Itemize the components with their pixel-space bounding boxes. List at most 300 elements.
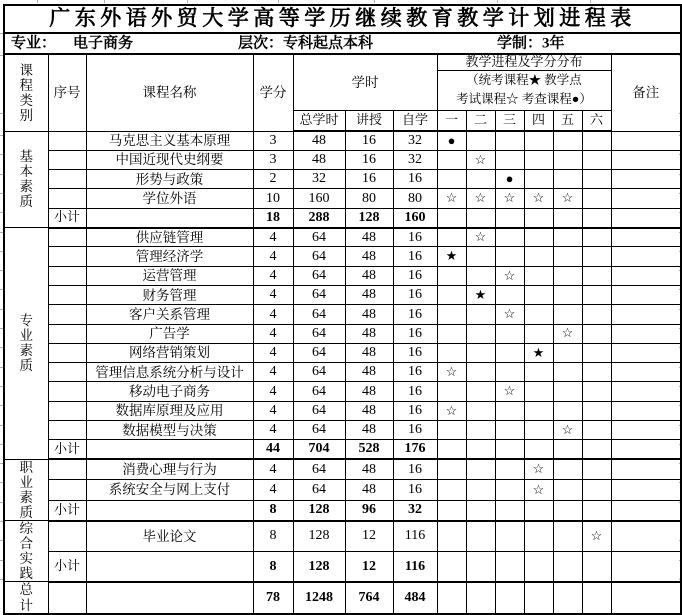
seq-cell bbox=[48, 382, 86, 401]
total-hours-cell: 32 bbox=[293, 170, 345, 189]
title-row bbox=[4, 5, 681, 33]
credits-cell: 4 bbox=[253, 228, 293, 247]
sem-1-cell bbox=[437, 150, 466, 169]
sem-1-cell bbox=[437, 382, 466, 401]
course-row bbox=[4, 266, 681, 285]
credits-cell: 4 bbox=[253, 324, 293, 343]
self-study-cell: 484 bbox=[393, 582, 437, 614]
self-study-cell: 16 bbox=[393, 421, 437, 440]
header-remarks: 备注 bbox=[611, 54, 681, 131]
sem-6-cell bbox=[582, 324, 611, 343]
header-total-hours: 总学时 bbox=[293, 110, 345, 131]
sem-1-cell bbox=[437, 305, 466, 324]
credits-cell: 3 bbox=[253, 150, 293, 169]
sem-2-cell bbox=[466, 421, 495, 440]
sem-2-cell: ☆ bbox=[466, 189, 495, 208]
header-row-1 bbox=[4, 54, 681, 70]
seq-cell bbox=[48, 324, 86, 343]
sem-6-cell bbox=[582, 363, 611, 382]
sem-3-cell bbox=[495, 324, 524, 343]
sem-6-cell bbox=[582, 189, 611, 208]
self-study-cell: 16 bbox=[393, 363, 437, 382]
lecture-cell: 48 bbox=[345, 285, 393, 304]
credits-cell: 8 bbox=[253, 521, 293, 552]
lecture-cell: 48 bbox=[345, 324, 393, 343]
self-study-cell: 16 bbox=[393, 285, 437, 304]
course-name: 管理信息系统分析与设计 bbox=[86, 363, 253, 382]
self-study-cell: 16 bbox=[393, 459, 437, 479]
total-hours-cell: 64 bbox=[293, 343, 345, 362]
sem-3-cell: ☆ bbox=[495, 382, 524, 401]
total-hours-cell: 128 bbox=[293, 500, 345, 521]
sem-2-cell: ☆ bbox=[466, 150, 495, 169]
course-name bbox=[86, 582, 253, 614]
category-cell: 基本素质 bbox=[4, 131, 48, 227]
total-hours-cell: 128 bbox=[293, 551, 345, 582]
course-row bbox=[4, 305, 681, 324]
sem-4-cell bbox=[524, 500, 553, 521]
sem-3-cell bbox=[495, 208, 524, 227]
gridline-tick bbox=[497, 0, 498, 3]
course-name: 数据模型与决策 bbox=[86, 421, 253, 440]
sem-3-cell bbox=[495, 459, 524, 479]
sem-5-cell bbox=[553, 382, 582, 401]
sem-2-cell bbox=[466, 305, 495, 324]
sem-4-cell bbox=[524, 324, 553, 343]
category-cell: 专业素质 bbox=[4, 228, 48, 460]
gridline-tick bbox=[37, 0, 38, 3]
sem-3-cell bbox=[495, 363, 524, 382]
sem-1-cell: ★ bbox=[437, 247, 466, 266]
level-field bbox=[238, 35, 373, 52]
course-name: 系统安全与网上支付 bbox=[86, 480, 253, 500]
remarks-cell bbox=[611, 324, 681, 343]
sem-3-cell: ● bbox=[495, 170, 524, 189]
lecture-cell: 80 bbox=[345, 189, 393, 208]
sem-5-cell bbox=[553, 440, 582, 459]
sem-4-cell: ☆ bbox=[524, 459, 553, 479]
lecture-cell: 96 bbox=[345, 500, 393, 521]
sem-4-cell bbox=[524, 208, 553, 227]
credits-cell: 4 bbox=[253, 480, 293, 500]
sem-4-cell bbox=[524, 401, 553, 420]
course-row bbox=[4, 170, 681, 189]
seq-cell bbox=[48, 363, 86, 382]
course-row bbox=[4, 363, 681, 382]
credits-cell: 2 bbox=[253, 170, 293, 189]
sem-2-cell bbox=[466, 551, 495, 582]
self-study-cell: 32 bbox=[393, 150, 437, 169]
course-row bbox=[4, 343, 681, 362]
sem-1-cell bbox=[437, 266, 466, 285]
sem-1-cell bbox=[437, 459, 466, 479]
remarks-cell bbox=[611, 500, 681, 521]
self-study-cell: 32 bbox=[393, 500, 437, 521]
sem-3-cell bbox=[495, 500, 524, 521]
lecture-cell: 48 bbox=[345, 228, 393, 247]
gridline-tick bbox=[278, 0, 279, 3]
subtotal-row bbox=[4, 440, 681, 459]
seq-cell bbox=[48, 247, 86, 266]
sem-1-cell bbox=[437, 208, 466, 227]
seq-cell bbox=[48, 131, 86, 150]
sem-4-cell bbox=[524, 170, 553, 189]
self-study-cell: 16 bbox=[393, 305, 437, 324]
sem-6-cell bbox=[582, 305, 611, 324]
self-study-cell: 160 bbox=[393, 208, 437, 227]
subtotal-row bbox=[4, 208, 681, 227]
subtotal-row bbox=[4, 500, 681, 521]
info-row bbox=[4, 33, 681, 54]
credits-cell: 4 bbox=[253, 421, 293, 440]
sem-3-cell: ☆ bbox=[495, 305, 524, 324]
sem-6-cell bbox=[582, 150, 611, 169]
course-name bbox=[86, 440, 253, 459]
course-row bbox=[4, 401, 681, 420]
sem-4-cell bbox=[524, 266, 553, 285]
sem-3-cell bbox=[495, 343, 524, 362]
remarks-cell bbox=[611, 440, 681, 459]
remarks-cell bbox=[611, 401, 681, 420]
course-name: 客户关系管理 bbox=[86, 305, 253, 324]
course-row bbox=[4, 421, 681, 440]
lecture-cell: 16 bbox=[345, 170, 393, 189]
sem-2-cell bbox=[466, 500, 495, 521]
lecture-cell: 48 bbox=[345, 247, 393, 266]
sem-1-cell: ☆ bbox=[437, 401, 466, 420]
credits-cell: 8 bbox=[253, 551, 293, 582]
credits-cell: 4 bbox=[253, 343, 293, 362]
sem-6-cell bbox=[582, 440, 611, 459]
sem-3-cell bbox=[495, 582, 524, 614]
remarks-cell bbox=[611, 266, 681, 285]
sem-5-cell bbox=[553, 131, 582, 150]
remarks-cell bbox=[611, 189, 681, 208]
credits-cell: 4 bbox=[253, 382, 293, 401]
header-semester-3: 三 bbox=[495, 110, 524, 131]
course-row bbox=[4, 459, 681, 479]
lecture-cell: 12 bbox=[345, 551, 393, 582]
course-name: 网络营销策划 bbox=[86, 343, 253, 362]
header-lecture: 讲授 bbox=[345, 110, 393, 131]
self-study-cell: 16 bbox=[393, 382, 437, 401]
sem-4-cell bbox=[524, 305, 553, 324]
seq-cell bbox=[48, 582, 86, 614]
remarks-cell bbox=[611, 582, 681, 614]
total-hours-cell: 64 bbox=[293, 421, 345, 440]
sem-4-cell: ☆ bbox=[524, 189, 553, 208]
seq-cell bbox=[48, 480, 86, 500]
lecture-cell: 528 bbox=[345, 440, 393, 459]
teaching-plan-table bbox=[3, 4, 682, 615]
header-seq: 序号 bbox=[48, 54, 86, 131]
course-row bbox=[4, 480, 681, 500]
sem-5-cell bbox=[553, 582, 582, 614]
course-name: 广告学 bbox=[86, 324, 253, 343]
sem-2-cell bbox=[466, 480, 495, 500]
credits-cell: 4 bbox=[253, 459, 293, 479]
sem-3-cell bbox=[495, 480, 524, 500]
header-semester-6: 六 bbox=[582, 110, 611, 131]
sem-3-cell bbox=[495, 228, 524, 247]
sem-4-cell bbox=[524, 247, 553, 266]
lecture-cell: 48 bbox=[345, 343, 393, 362]
gridline-tick bbox=[374, 0, 375, 3]
total-hours-cell: 64 bbox=[293, 247, 345, 266]
duration-label: 学制： bbox=[497, 35, 543, 52]
remarks-cell bbox=[611, 363, 681, 382]
teaching-plan-sheet bbox=[3, 4, 682, 615]
subtotal-label: 小计 bbox=[48, 551, 86, 582]
total-hours-cell: 64 bbox=[293, 480, 345, 500]
seq-cell bbox=[48, 401, 86, 420]
sem-4-cell: ★ bbox=[524, 343, 553, 362]
sem-5-cell bbox=[553, 480, 582, 500]
sem-5-cell bbox=[553, 551, 582, 582]
credits-cell: 3 bbox=[253, 131, 293, 150]
course-name: 运营管理 bbox=[86, 266, 253, 285]
sem-1-cell bbox=[437, 285, 466, 304]
lecture-cell: 48 bbox=[345, 421, 393, 440]
level-label: 层次： bbox=[238, 35, 284, 52]
course-name: 移动电子商务 bbox=[86, 382, 253, 401]
sem-2-cell bbox=[466, 582, 495, 614]
sem-5-cell bbox=[553, 150, 582, 169]
course-name: 财务管理 bbox=[86, 285, 253, 304]
sem-2-cell bbox=[466, 131, 495, 150]
seq-cell bbox=[48, 459, 86, 479]
sem-1-cell bbox=[437, 551, 466, 582]
credits-cell: 78 bbox=[253, 582, 293, 614]
seq-cell bbox=[48, 228, 86, 247]
credits-cell: 4 bbox=[253, 401, 293, 420]
sem-6-cell bbox=[582, 247, 611, 266]
seq-cell bbox=[48, 521, 86, 552]
sem-2-cell bbox=[466, 343, 495, 362]
sem-2-cell bbox=[466, 266, 495, 285]
lecture-cell: 48 bbox=[345, 363, 393, 382]
sem-6-cell bbox=[582, 170, 611, 189]
sem-1-cell bbox=[437, 480, 466, 500]
duration-value: 3年 bbox=[542, 35, 565, 52]
total-hours-cell: 64 bbox=[293, 266, 345, 285]
total-hours-cell: 64 bbox=[293, 324, 345, 343]
sem-6-cell bbox=[582, 228, 611, 247]
sem-6-cell: ☆ bbox=[582, 521, 611, 552]
self-study-cell: 16 bbox=[393, 228, 437, 247]
sem-2-cell bbox=[466, 521, 495, 552]
credits-cell: 4 bbox=[253, 363, 293, 382]
sem-5-cell bbox=[553, 208, 582, 227]
credits-cell: 10 bbox=[253, 189, 293, 208]
course-row bbox=[4, 324, 681, 343]
sem-6-cell bbox=[582, 285, 611, 304]
credits-cell: 4 bbox=[253, 266, 293, 285]
sem-6-cell bbox=[582, 500, 611, 521]
sem-4-cell bbox=[524, 382, 553, 401]
sem-1-cell bbox=[437, 521, 466, 552]
lecture-cell: 48 bbox=[345, 305, 393, 324]
self-study-cell: 16 bbox=[393, 266, 437, 285]
duration-field bbox=[497, 35, 565, 52]
self-study-cell: 176 bbox=[393, 440, 437, 459]
sem-3-cell bbox=[495, 131, 524, 150]
sem-3-cell bbox=[495, 440, 524, 459]
level-value: 专科起点本科 bbox=[283, 35, 374, 52]
course-name: 供应链管理 bbox=[86, 228, 253, 247]
subtotal-label: 小计 bbox=[48, 440, 86, 459]
sem-6-cell bbox=[582, 208, 611, 227]
sem-4-cell bbox=[524, 440, 553, 459]
legend-line-2: 考试课程☆ 考查课程●） bbox=[456, 92, 592, 107]
sem-5-cell: ☆ bbox=[553, 324, 582, 343]
remarks-cell bbox=[611, 305, 681, 324]
sem-2-cell bbox=[466, 247, 495, 266]
sem-6-cell bbox=[582, 421, 611, 440]
gridline-tick bbox=[104, 0, 105, 3]
header-course-name: 课程名称 bbox=[86, 54, 253, 131]
course-name: 中国近现代史纲要 bbox=[86, 150, 253, 169]
page-title: 广东外语外贸大学高等学历继续教育教学计划进程表 bbox=[4, 5, 681, 33]
self-study-cell: 16 bbox=[393, 343, 437, 362]
course-name: 马克思主义基本原理 bbox=[86, 131, 253, 150]
course-row bbox=[4, 521, 681, 552]
sem-4-cell bbox=[524, 285, 553, 304]
self-study-cell: 16 bbox=[393, 324, 437, 343]
header-semester-1: 一 bbox=[437, 110, 466, 131]
sem-5-cell bbox=[553, 305, 582, 324]
sem-2-cell bbox=[466, 401, 495, 420]
course-name bbox=[86, 208, 253, 227]
seq-cell bbox=[48, 421, 86, 440]
sem-4-cell bbox=[524, 521, 553, 552]
self-study-cell: 116 bbox=[393, 521, 437, 552]
sem-5-cell: ☆ bbox=[553, 421, 582, 440]
sem-5-cell bbox=[553, 363, 582, 382]
credits-cell: 18 bbox=[253, 208, 293, 227]
total-hours-cell: 64 bbox=[293, 382, 345, 401]
course-name: 毕业论文 bbox=[86, 521, 253, 552]
header-semester-4: 四 bbox=[524, 110, 553, 131]
sem-5-cell bbox=[553, 247, 582, 266]
sem-2-cell bbox=[466, 208, 495, 227]
sem-1-cell: ● bbox=[437, 131, 466, 150]
lecture-cell: 48 bbox=[345, 459, 393, 479]
remarks-cell bbox=[611, 131, 681, 150]
header-credits: 学分 bbox=[253, 54, 293, 131]
sem-1-cell bbox=[437, 170, 466, 189]
sem-3-cell bbox=[495, 551, 524, 582]
sem-1-cell bbox=[437, 343, 466, 362]
seq-cell bbox=[48, 305, 86, 324]
sem-3-cell bbox=[495, 521, 524, 552]
sem-6-cell bbox=[582, 131, 611, 150]
total-hours-cell: 64 bbox=[293, 305, 345, 324]
sem-6-cell bbox=[582, 382, 611, 401]
lecture-cell: 12 bbox=[345, 521, 393, 552]
total-hours-cell: 1248 bbox=[293, 582, 345, 614]
seq-cell bbox=[48, 285, 86, 304]
sem-6-cell bbox=[582, 266, 611, 285]
remarks-cell bbox=[611, 208, 681, 227]
seq-cell bbox=[48, 343, 86, 362]
credits-cell: 4 bbox=[253, 247, 293, 266]
remarks-cell bbox=[611, 551, 681, 582]
remarks-cell bbox=[611, 170, 681, 189]
subtotal-row bbox=[4, 551, 681, 582]
course-row bbox=[4, 382, 681, 401]
sem-4-cell bbox=[524, 421, 553, 440]
course-name: 管理经济学 bbox=[86, 247, 253, 266]
credits-cell: 4 bbox=[253, 305, 293, 324]
course-row bbox=[4, 247, 681, 266]
remarks-cell bbox=[611, 285, 681, 304]
course-name: 学位外语 bbox=[86, 189, 253, 208]
sem-5-cell bbox=[553, 266, 582, 285]
sem-5-cell bbox=[553, 459, 582, 479]
seq-cell bbox=[48, 189, 86, 208]
lecture-cell: 16 bbox=[345, 150, 393, 169]
course-row bbox=[4, 150, 681, 169]
total-hours-cell: 704 bbox=[293, 440, 345, 459]
major-value: 电子商务 bbox=[73, 35, 134, 52]
sem-3-cell bbox=[495, 401, 524, 420]
sem-4-cell bbox=[524, 228, 553, 247]
header-self-study: 自学 bbox=[393, 110, 437, 131]
remarks-cell bbox=[611, 228, 681, 247]
course-row bbox=[4, 131, 681, 150]
sem-2-cell bbox=[466, 382, 495, 401]
major-label: 专业： bbox=[11, 35, 57, 52]
lecture-cell: 48 bbox=[345, 480, 393, 500]
course-name: 形势与政策 bbox=[86, 170, 253, 189]
major-field bbox=[11, 35, 133, 52]
legend-line-1: （统考课程★ 教学点 bbox=[466, 73, 582, 88]
sem-6-cell bbox=[582, 551, 611, 582]
total-hours-cell: 64 bbox=[293, 401, 345, 420]
total-hours-cell: 64 bbox=[293, 228, 345, 247]
sem-6-cell bbox=[582, 459, 611, 479]
sem-1-cell bbox=[437, 440, 466, 459]
total-row bbox=[4, 582, 681, 614]
total-hours-cell: 64 bbox=[293, 285, 345, 304]
lecture-cell: 48 bbox=[345, 266, 393, 285]
sem-3-cell: ☆ bbox=[495, 266, 524, 285]
course-name bbox=[86, 500, 253, 521]
sem-5-cell bbox=[553, 401, 582, 420]
course-row bbox=[4, 285, 681, 304]
category-cell: 职业素质 bbox=[4, 459, 48, 520]
total-hours-cell: 64 bbox=[293, 363, 345, 382]
header-semester-5: 五 bbox=[553, 110, 582, 131]
header-semester-2: 二 bbox=[466, 110, 495, 131]
sem-4-cell: ☆ bbox=[524, 480, 553, 500]
total-hours-cell: 160 bbox=[293, 189, 345, 208]
total-hours-cell: 128 bbox=[293, 521, 345, 552]
sem-3-cell: ☆ bbox=[495, 189, 524, 208]
sem-4-cell bbox=[524, 582, 553, 614]
sem-2-cell bbox=[466, 170, 495, 189]
course-name: 消费心理与行为 bbox=[86, 459, 253, 479]
self-study-cell: 32 bbox=[393, 131, 437, 150]
self-study-cell: 80 bbox=[393, 189, 437, 208]
remarks-cell bbox=[611, 459, 681, 479]
header-legend bbox=[437, 70, 611, 110]
header-hours: 学时 bbox=[293, 54, 437, 110]
category-cell: 综合实践 bbox=[4, 521, 48, 582]
credits-cell: 8 bbox=[253, 500, 293, 521]
seq-cell bbox=[48, 170, 86, 189]
